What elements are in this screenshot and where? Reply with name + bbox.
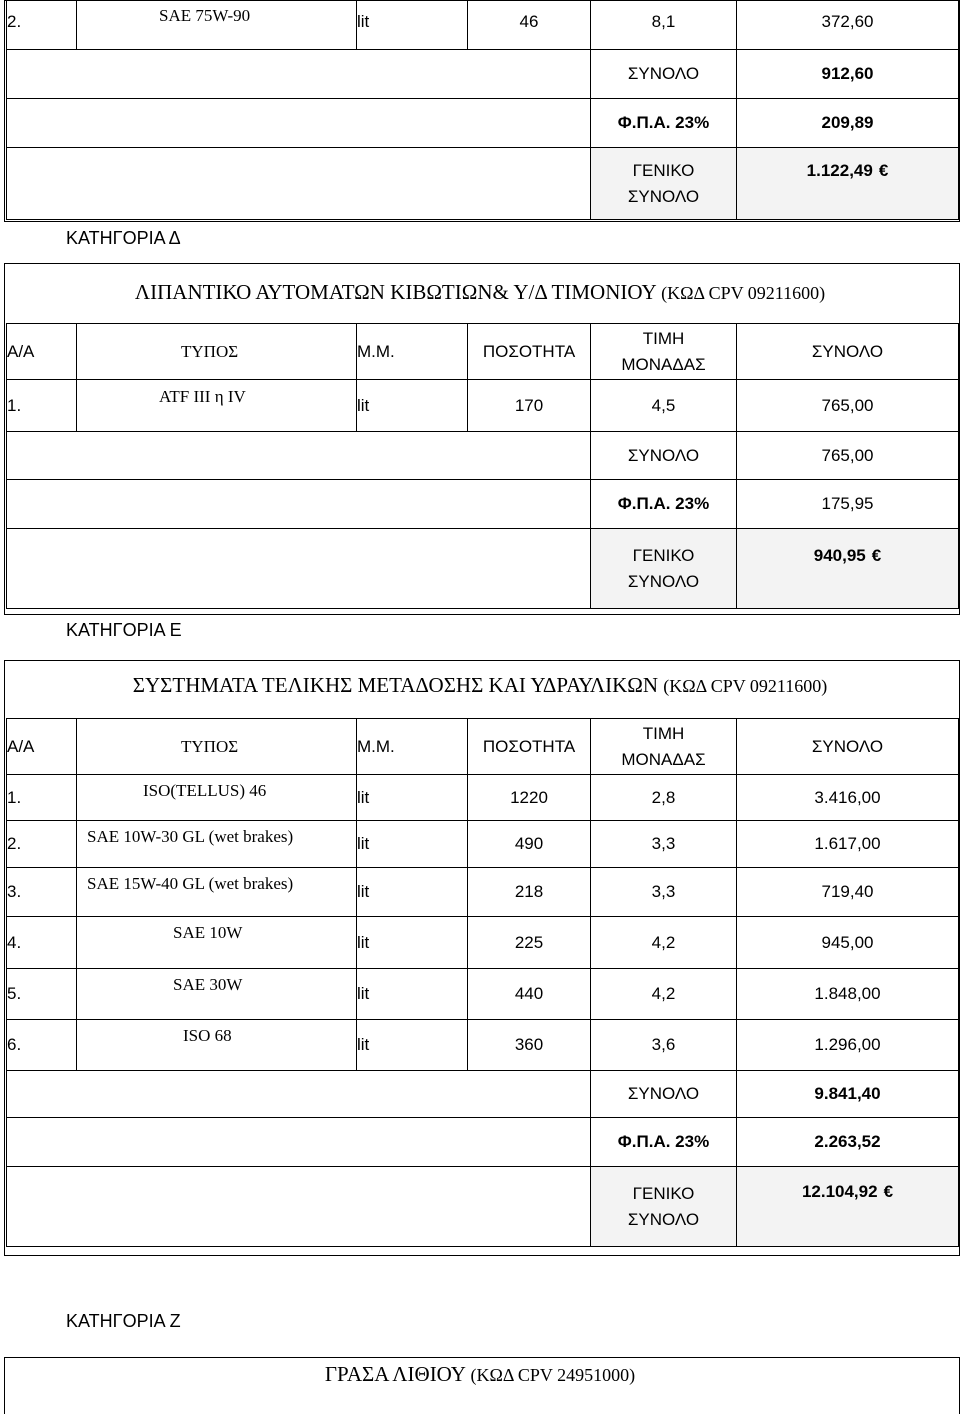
header-unit: Μ.Μ. bbox=[357, 324, 468, 380]
row-qty: 218 bbox=[468, 868, 591, 917]
vat-value: 175,95 bbox=[737, 480, 959, 529]
sum-value: 912,60 bbox=[737, 50, 959, 99]
row-unit: lit bbox=[357, 380, 468, 432]
header-total: ΣΥΝΟΛΟ bbox=[737, 324, 959, 380]
row-total: 945,00 bbox=[737, 917, 959, 969]
row-aa: 1. bbox=[7, 775, 77, 821]
table-row bbox=[7, 380, 959, 432]
table-row bbox=[7, 868, 959, 917]
row-total: 765,00 bbox=[737, 380, 959, 432]
vat-label: Φ.Π.Α. 23% bbox=[591, 480, 737, 529]
sum-label: ΣΥΝΟΛΟ bbox=[591, 1071, 737, 1118]
grand-value: 1.122,49 € bbox=[737, 148, 959, 220]
row-aa: 5. bbox=[7, 969, 77, 1020]
row-aa: 1. bbox=[7, 380, 77, 432]
row-type: SAE 30W bbox=[77, 969, 357, 1020]
grand-label: ΓΕΝΙΚΟ ΣΥΝΟΛΟ bbox=[591, 148, 737, 220]
row-type: ISO(TELLUS) 46 bbox=[77, 775, 357, 821]
row-aa: 4. bbox=[7, 917, 77, 969]
row-type: SAE 75W-90 bbox=[77, 0, 357, 50]
header-qty: ΠΟΣΟΤΗΤΑ bbox=[468, 719, 591, 775]
row-unit: lit bbox=[357, 821, 468, 868]
row-total: 372,60 bbox=[737, 0, 959, 50]
row-qty: 1220 bbox=[468, 775, 591, 821]
row-unit: lit bbox=[357, 868, 468, 917]
header-aa: Α/Α bbox=[7, 719, 77, 775]
row-unit: lit bbox=[357, 775, 468, 821]
blank-cell bbox=[7, 148, 591, 220]
row-total: 3.416,00 bbox=[737, 775, 959, 821]
table-header bbox=[7, 324, 959, 380]
blank-cell bbox=[7, 1071, 591, 1118]
vat-value: 209,89 bbox=[737, 99, 959, 148]
sum-value: 765,00 bbox=[737, 432, 959, 480]
grand-label: ΓΕΝΙΚΟ ΣΥΝΟΛΟ bbox=[591, 529, 737, 609]
table-row bbox=[7, 917, 959, 969]
row-qty: 170 bbox=[468, 380, 591, 432]
cat-d-title: ΛΙΠΑΝΤΙΚΟ ΑΥΤΟΜΑΤΩΝ ΚΙΒΩΤΙΩΝ& Υ/Δ ΤΙΜΟΝΙΟΥ (ΚΩΔ CPV 09211600) bbox=[134, 280, 826, 304]
row-price: 4,5 bbox=[591, 380, 737, 432]
row-type: SAE 10W bbox=[77, 917, 357, 969]
category-d-label: ΚΑΤΗΓΟΡΙΑ Δ bbox=[66, 228, 181, 248]
euro-icon: € bbox=[878, 161, 889, 180]
row-qty: 440 bbox=[468, 969, 591, 1020]
row-price: 4,2 bbox=[591, 969, 737, 1020]
row-price: 3,3 bbox=[591, 868, 737, 917]
row-unit: lit bbox=[357, 917, 468, 969]
euro-icon: € bbox=[871, 546, 882, 565]
row-qty: 360 bbox=[468, 1020, 591, 1071]
sum-value: 9.841,40 bbox=[737, 1071, 959, 1118]
grand-value: 12.104,92 € bbox=[737, 1167, 959, 1247]
row-type: ATF III η IV bbox=[77, 380, 357, 432]
table-row bbox=[7, 969, 959, 1020]
row-qty: 225 bbox=[468, 917, 591, 969]
row-total: 719,40 bbox=[737, 868, 959, 917]
row-price: 3,6 bbox=[591, 1020, 737, 1071]
row-price: 8,1 bbox=[591, 0, 737, 50]
blank-cell bbox=[7, 480, 591, 529]
vat-value: 2.263,52 bbox=[737, 1118, 959, 1167]
row-unit: lit bbox=[357, 0, 468, 50]
row-unit: lit bbox=[357, 1020, 468, 1071]
table-header bbox=[7, 719, 959, 775]
header-unit: Μ.Μ. bbox=[357, 719, 468, 775]
euro-icon: € bbox=[883, 1182, 894, 1201]
vat-label: Φ.Π.Α. 23% bbox=[591, 1118, 737, 1167]
row-type: SAE 10W-30 GL (wet brakes) bbox=[77, 821, 357, 868]
row-price: 3,3 bbox=[591, 821, 737, 868]
sum-label: ΣΥΝΟΛΟ bbox=[591, 432, 737, 480]
blank-cell bbox=[7, 432, 591, 480]
cat-z-title: ΓΡΑΣΑ ΛΙΘΙΟΥ (ΚΩΔ CPV 24951000) bbox=[324, 1362, 636, 1386]
row-price: 4,2 bbox=[591, 917, 737, 969]
blank-cell bbox=[7, 1118, 591, 1167]
row-aa: 2. bbox=[7, 821, 77, 868]
header-type: ΤΥΠΟΣ bbox=[77, 324, 357, 380]
blank-cell bbox=[7, 529, 591, 609]
category-z-label: ΚΑΤΗΓΟΡΙΑ Ζ bbox=[66, 1311, 181, 1331]
cat-e-table bbox=[6, 718, 959, 1247]
vat-label: Φ.Π.Α. 23% bbox=[591, 99, 737, 148]
table-row bbox=[7, 821, 959, 868]
row-unit: lit bbox=[357, 969, 468, 1020]
row-type: ISO 68 bbox=[77, 1020, 357, 1071]
blank-cell bbox=[7, 99, 591, 148]
header-type: ΤΥΠΟΣ bbox=[77, 719, 357, 775]
row-aa: 2. bbox=[7, 0, 77, 50]
grand-label: ΓΕΝΙΚΟ ΣΥΝΟΛΟ bbox=[591, 1167, 737, 1247]
table-row bbox=[7, 0, 959, 50]
row-type: SAE 15W-40 GL (wet brakes) bbox=[77, 868, 357, 917]
cat-d-table bbox=[6, 323, 959, 609]
category-e-label: ΚΑΤΗΓΟΡΙΑ Ε bbox=[66, 620, 182, 640]
row-aa: 3. bbox=[7, 868, 77, 917]
blank-cell bbox=[7, 1167, 591, 1247]
top-table bbox=[6, 0, 959, 220]
row-total: 1.296,00 bbox=[737, 1020, 959, 1071]
header-price: ΤΙΜΗ ΜΟΝΑΔΑΣ bbox=[591, 719, 737, 775]
row-total: 1.848,00 bbox=[737, 969, 959, 1020]
blank-cell bbox=[7, 50, 591, 99]
row-qty: 490 bbox=[468, 821, 591, 868]
table-row bbox=[7, 1020, 959, 1071]
row-price: 2,8 bbox=[591, 775, 737, 821]
header-aa: Α/Α bbox=[7, 324, 77, 380]
sum-label: ΣΥΝΟΛΟ bbox=[591, 50, 737, 99]
row-total: 1.617,00 bbox=[737, 821, 959, 868]
row-qty: 46 bbox=[468, 0, 591, 50]
header-price: ΤΙΜΗ ΜΟΝΑΔΑΣ bbox=[591, 324, 737, 380]
header-qty: ΠΟΣΟΤΗΤΑ bbox=[468, 324, 591, 380]
grand-value: 940,95 € bbox=[737, 529, 959, 609]
cat-e-title: ΣΥΣΤΗΜΑΤΑ ΤΕΛΙΚΗΣ ΜΕΤΑΔΟΣΗΣ ΚΑΙ ΥΔΡΑΥΛΙΚΩΝ (ΚΩΔ CPV 09211600) bbox=[132, 673, 828, 697]
table-row bbox=[7, 775, 959, 821]
row-aa: 6. bbox=[7, 1020, 77, 1071]
header-total: ΣΥΝΟΛΟ bbox=[737, 719, 959, 775]
